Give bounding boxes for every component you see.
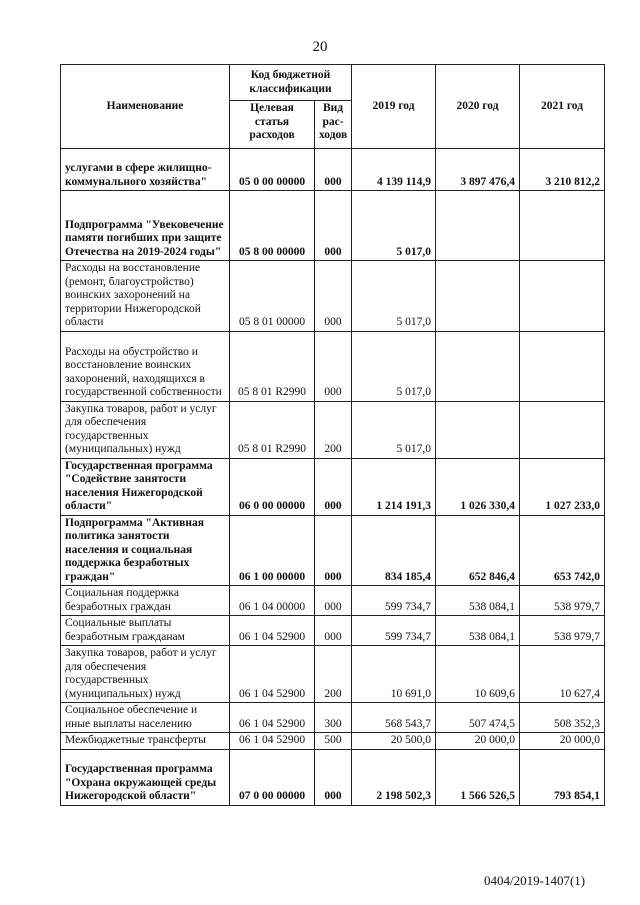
table-row: [61, 749, 605, 805]
row-value-2019: 5 017,0: [352, 331, 436, 401]
row-target-code: 05 8 01 00000: [230, 261, 315, 332]
row-kind-code: 200: [315, 401, 352, 458]
row-target-code: 05 8 01 R2990: [230, 331, 315, 401]
row-value-2019: 5 017,0: [352, 401, 436, 458]
row-name: Социальные выплаты безработным гражданам: [61, 616, 230, 646]
row-name: Расходы на обустройство и восстановление воинских захоронений, находящихся в государственной собственности: [61, 331, 230, 401]
row-value-2019: 20 500,0: [352, 733, 436, 750]
row-name: Межбюджетные трансферты: [61, 733, 230, 750]
table-row: [61, 458, 605, 515]
document-code: 0404/2019-1407(1): [484, 873, 586, 888]
header-2020: 2020 год: [436, 65, 520, 149]
table-row: [61, 616, 605, 646]
header-name: Наименование: [61, 65, 230, 149]
row-name: Подпрограмма "Активная политика занятости населения и социальная поддержка безработных граждан": [61, 515, 230, 586]
table-row: [61, 149, 605, 191]
table-row: [61, 261, 605, 332]
row-name: Закупка товаров, работ и услуг для обеспечения государственных (муниципальных) нужд: [61, 646, 230, 703]
row-target-code: 07 0 00 00000: [230, 749, 315, 805]
row-target-code: 06 1 04 52900: [230, 646, 315, 703]
row-value-2021: 1 027 233,0: [520, 458, 605, 515]
row-name: Расходы на восстановление (ремонт, благоустройство) воинских захоронений на территории Нижегородской области: [61, 261, 230, 332]
row-value-2021: [520, 401, 605, 458]
row-value-2019: 568 543,7: [352, 703, 436, 733]
row-kind-code: 200: [315, 646, 352, 703]
row-name: Подпрограмма "Увековечение памяти погибших при защите Отечества на 2019-2024 годы": [61, 191, 230, 261]
row-value-2019: 5 017,0: [352, 261, 436, 332]
row-value-2021: 538 979,7: [520, 586, 605, 616]
row-target-code: 06 1 04 52900: [230, 703, 315, 733]
header-target: Целевая статья расходов: [230, 101, 315, 149]
budget-table: [60, 64, 605, 806]
row-name: Социальное обеспечение и иные выплаты населению: [61, 703, 230, 733]
row-target-code: 06 1 04 52900: [230, 733, 315, 750]
row-value-2020: [436, 191, 520, 261]
row-value-2021: 538 979,7: [520, 616, 605, 646]
row-kind-code: 000: [315, 515, 352, 586]
row-kind-code: 000: [315, 331, 352, 401]
row-name: Социальная поддержка безработных граждан: [61, 586, 230, 616]
row-value-2019: 599 734,7: [352, 586, 436, 616]
row-value-2020: 10 609,6: [436, 646, 520, 703]
row-value-2020: 652 846,4: [436, 515, 520, 586]
row-value-2020: 20 000,0: [436, 733, 520, 750]
row-value-2021: 653 742,0: [520, 515, 605, 586]
row-target-code: 06 1 04 52900: [230, 616, 315, 646]
row-value-2020: 3 897 476,4: [436, 149, 520, 191]
row-value-2020: 1 026 330,4: [436, 458, 520, 515]
row-kind-code: 000: [315, 749, 352, 805]
row-kind-code: 000: [315, 149, 352, 191]
page-number: 20: [312, 39, 328, 55]
row-target-code: 05 8 01 R2990: [230, 401, 315, 458]
table-row: [61, 586, 605, 616]
row-value-2020: [436, 261, 520, 332]
row-value-2019: 4 139 114,9: [352, 149, 436, 191]
row-value-2020: 1 566 526,5: [436, 749, 520, 805]
header-2019: 2019 год: [352, 65, 436, 149]
row-kind-code: 500: [315, 733, 352, 750]
row-target-code: 06 1 04 00000: [230, 586, 315, 616]
row-kind-code: 000: [315, 586, 352, 616]
row-value-2021: 3 210 812,2: [520, 149, 605, 191]
row-name: Закупка товаров, работ и услуг для обеспечения государственных (муниципальных) нужд: [61, 401, 230, 458]
row-value-2021: 508 352,3: [520, 703, 605, 733]
row-name: Государственная программа "Охрана окружающей среды Нижегородской области": [61, 749, 230, 805]
row-value-2020: 538 084,1: [436, 586, 520, 616]
row-name: Государственная программа "Содействие занятости населения Нижегородской области": [61, 458, 230, 515]
row-value-2020: [436, 401, 520, 458]
row-name: услугами в сфере жилищно-коммунального хозяйства": [61, 149, 230, 191]
row-value-2019: 5 017,0: [352, 191, 436, 261]
row-value-2019: 599 734,7: [352, 616, 436, 646]
row-value-2019: 10 691,0: [352, 646, 436, 703]
row-kind-code: 000: [315, 191, 352, 261]
row-kind-code: 000: [315, 616, 352, 646]
row-kind-code: 000: [315, 261, 352, 332]
row-value-2021: [520, 261, 605, 332]
row-target-code: 06 1 00 00000: [230, 515, 315, 586]
row-target-code: 05 8 00 00000: [230, 191, 315, 261]
row-target-code: 05 0 00 00000: [230, 149, 315, 191]
table-row: [61, 703, 605, 733]
table-row: [61, 191, 605, 261]
header-code-group: Код бюджетной классификации: [230, 65, 352, 101]
row-kind-code: 000: [315, 458, 352, 515]
row-value-2020: [436, 331, 520, 401]
table-row: [61, 733, 605, 750]
row-value-2020: 507 474,5: [436, 703, 520, 733]
row-value-2021: 793 854,1: [520, 749, 605, 805]
row-kind-code: 300: [315, 703, 352, 733]
row-value-2021: [520, 191, 605, 261]
table-row: [61, 515, 605, 586]
row-target-code: 06 0 00 00000: [230, 458, 315, 515]
row-value-2021: 20 000,0: [520, 733, 605, 750]
table-row: [61, 331, 605, 401]
table-row: [61, 646, 605, 703]
table-row: [61, 401, 605, 458]
row-value-2019: 1 214 191,3: [352, 458, 436, 515]
row-value-2019: 834 185,4: [352, 515, 436, 586]
row-value-2019: 2 198 502,3: [352, 749, 436, 805]
row-value-2021: [520, 331, 605, 401]
header-2021: 2021 год: [520, 65, 605, 149]
header-kind: Вид рас-ходов: [315, 101, 352, 149]
row-value-2020: 538 084,1: [436, 616, 520, 646]
row-value-2021: 10 627,4: [520, 646, 605, 703]
